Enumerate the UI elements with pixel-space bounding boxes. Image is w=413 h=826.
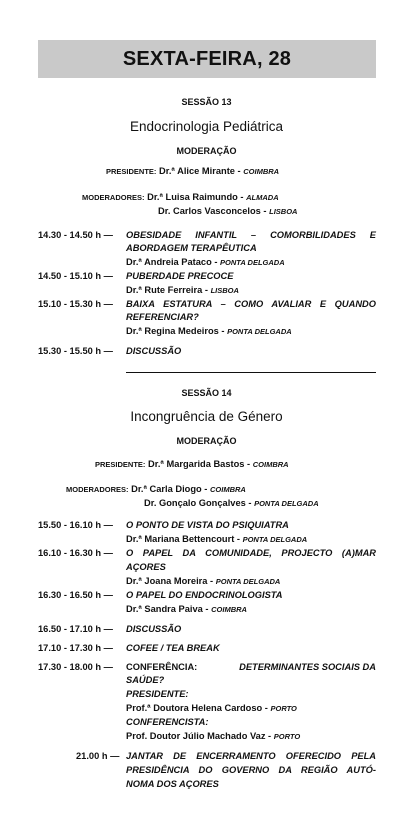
dinner-title: JANTAR DE ENCERRAMENTO OFERECIDO PELA	[126, 751, 376, 761]
conference-speaker-label: CONFERENCISTA:	[126, 717, 209, 727]
item-time: 16.50 - 17.10 h —	[38, 624, 113, 634]
session-14-moderator-2: Dr. Gonçalo Gonçalves - PONTA DELGADA	[144, 498, 319, 508]
session-13-moderator-2: Dr. Carlos Vasconcelos - LISBOA	[158, 206, 298, 216]
conference-title-line	[126, 662, 376, 672]
session-14-president: PRESIDENTE: Dr.ª Margarida Bastos - COIMBRA	[95, 459, 289, 469]
session-14-moderation: MODERAÇÃO	[176, 436, 237, 446]
item-time: 16.30 - 16.50 h —	[38, 590, 113, 600]
item-time: 15.10 - 15.30 h —	[38, 299, 113, 309]
item-time: 15.30 - 15.50 h —	[38, 346, 113, 356]
session-13-moderator-1: MODERADORES: Dr.ª Luisa Raimundo - ALMADA	[82, 192, 279, 202]
item-speaker: Dr.ª Sandra Paiva - COIMBRA	[126, 604, 247, 614]
session-13-label: SESSÃO 13	[181, 97, 232, 107]
item-title: O PONTO DE VISTA DO PSIQUIATRA	[126, 520, 289, 530]
item-title: ABORDAGEM TERAPÊUTICA	[126, 243, 257, 253]
item-speaker: Dr.ª Andreia Pataco - PONTA DELGADA	[126, 257, 285, 267]
item-time: 16.10 - 16.30 h —	[38, 548, 113, 558]
session-13-president: PRESIDENTE: Dr.ª Alice Mirante - COIMBRA	[106, 166, 280, 176]
dinner-title: PRESIDÊNCIA DO GOVERNO DA REGIÃO AUTÓ-	[126, 765, 376, 775]
item-speaker: Dr.ª Regina Medeiros - PONTA DELGADA	[126, 326, 292, 336]
session-14-moderator-1: MODERADORES: Dr.ª Carla Diogo - COIMBRA	[66, 484, 246, 494]
item-speaker: Dr.ª Rute Ferreira - LISBOA	[126, 285, 239, 295]
conference-speaker: Prof. Doutor Júlio Machado Vaz - PORTO	[126, 731, 301, 741]
item-speaker: Dr.ª Joana Moreira - PONTA DELGADA	[126, 576, 281, 586]
conference-title: DETERMINANTES SOCIAIS DA	[239, 662, 376, 672]
item-title: OBESIDADE INFANTIL – COMORBILIDADES E	[126, 230, 376, 240]
item-time: 14.50 - 15.10 h —	[38, 271, 113, 281]
item-title: PUBERDADE PRECOCE	[126, 271, 234, 281]
session-13-moderation: MODERAÇÃO	[176, 146, 237, 156]
conference-time: 17.30 - 18.00 h —	[38, 662, 113, 672]
page-title: SEXTA-FEIRA, 28	[122, 47, 292, 70]
item-time: 17.10 - 17.30 h —	[38, 643, 113, 653]
item-time: 15.50 - 16.10 h —	[38, 520, 113, 530]
item-title: AÇORES	[126, 562, 166, 572]
session-14-title: Incongruência de Género	[130, 409, 283, 424]
item-title: REFERENCIAR?	[126, 312, 199, 322]
item-title: DISCUSSÃO	[126, 624, 182, 634]
item-title: DISCUSSÃO	[126, 346, 182, 356]
item-title: COFEE / TEA BREAK	[126, 643, 220, 653]
session-14-label: SESSÃO 14	[181, 388, 232, 398]
item-title: O PAPEL DA COMUNIDADE, PROJECTO (A)MAR	[126, 548, 376, 558]
item-time: 14.30 - 14.50 h —	[38, 230, 113, 240]
page-header	[38, 40, 376, 78]
item-title: BAIXA ESTATURA – COMO AVALIAR E QUANDO	[126, 299, 376, 309]
conference-title-2: SAÚDE?	[126, 675, 165, 685]
conference-label: CONFERÊNCIA:	[126, 662, 198, 672]
dinner-title: NOMA DOS AÇORES	[126, 779, 219, 789]
conference-president: Prof.ª Doutora Helena Cardoso - PORTO	[126, 703, 297, 713]
dinner-time: 21.00 h —	[76, 751, 120, 761]
conference-president-label: PRESIDENTE:	[126, 689, 189, 699]
session-13-title: Endocrinologia Pediátrica	[129, 119, 284, 134]
section-divider	[126, 372, 376, 373]
item-title: O PAPEL DO ENDOCRINOLOGISTA	[126, 590, 283, 600]
item-speaker: Dr.ª Mariana Bettencourt - PONTA DELGADA	[126, 534, 308, 544]
